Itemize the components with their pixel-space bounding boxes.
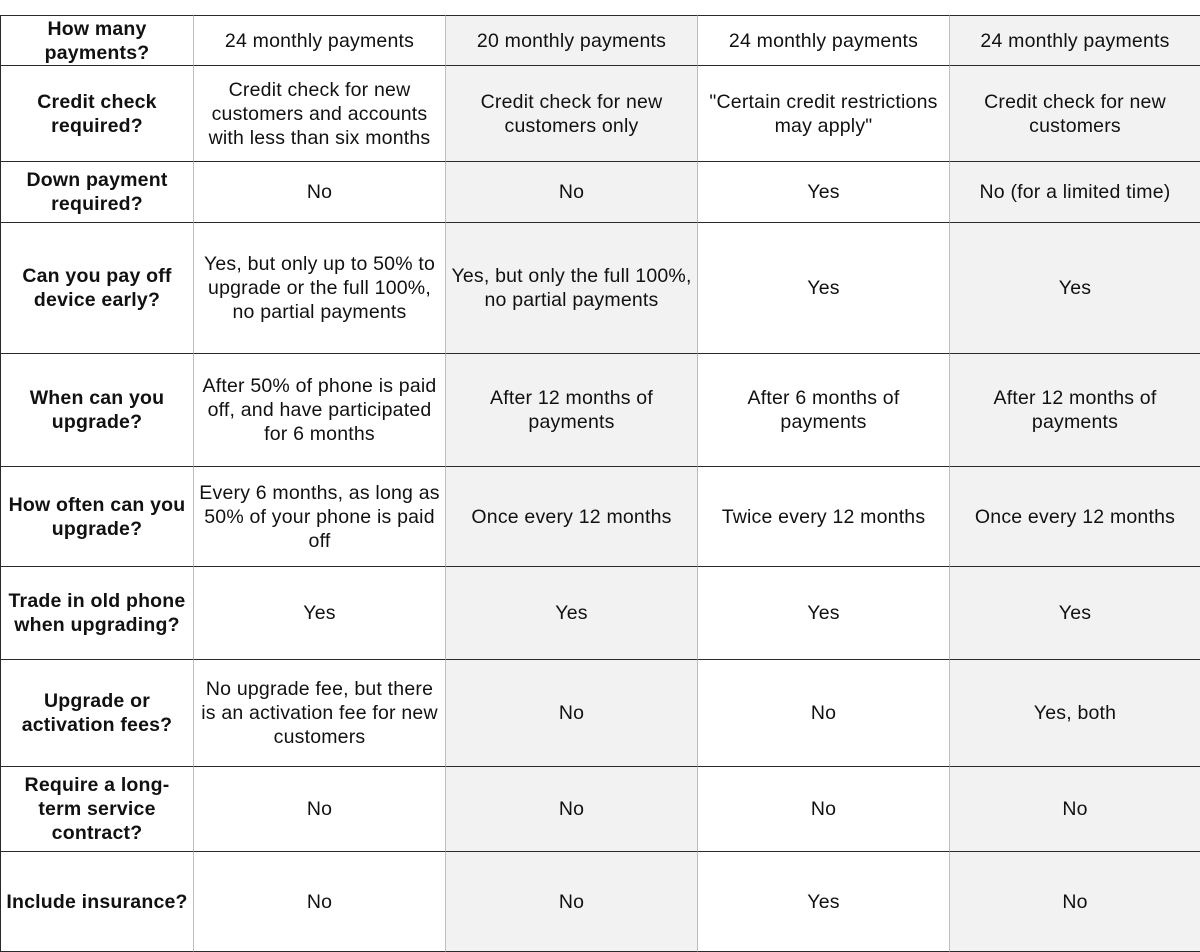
table-cell: No	[446, 660, 698, 767]
table-cell: After 12 months of payments	[446, 354, 698, 467]
row-label: Credit check required?	[0, 66, 194, 162]
table-cell: No	[698, 660, 950, 767]
row-label: Upgrade or activation fees?	[0, 660, 194, 767]
table-cell: Every 6 months, as long as 50% of your phone is paid off	[194, 467, 446, 567]
table-cell: Twice every 12 months	[698, 467, 950, 567]
table-cell: Yes	[194, 567, 446, 660]
table-cell: After 50% of phone is paid off, and have participated for 6 months	[194, 354, 446, 467]
table-cell: After 6 months of payments	[698, 354, 950, 467]
table-cell: Yes, but only up to 50% to upgrade or the full 100%, no partial payments	[194, 223, 446, 354]
table-cell: Yes	[698, 567, 950, 660]
row-label: When can you upgrade?	[0, 354, 194, 467]
table-cell: Yes	[950, 567, 1200, 660]
table-cell: 24 monthly payments	[194, 15, 446, 66]
table-cell: No	[194, 767, 446, 852]
table-cell: No (for a limited time)	[950, 162, 1200, 223]
table-cell: No	[446, 852, 698, 952]
table-cell: "Certain credit restrictions may apply"	[698, 66, 950, 162]
table-cell: Yes	[698, 223, 950, 354]
table-cell: Yes	[446, 567, 698, 660]
table-cell: Yes, but only the full 100%, no partial payments	[446, 223, 698, 354]
row-label: Trade in old phone when upgrading?	[0, 567, 194, 660]
row-label: How many payments?	[0, 15, 194, 66]
table-cell: No	[950, 767, 1200, 852]
row-label: How often can you upgrade?	[0, 467, 194, 567]
table-cell: Once every 12 months	[950, 467, 1200, 567]
table-cell: Credit check for new customers only	[446, 66, 698, 162]
table-cell: 24 monthly payments	[950, 15, 1200, 66]
table-cell: Yes	[950, 223, 1200, 354]
row-label: Can you pay off device early?	[0, 223, 194, 354]
table-cell: No	[698, 767, 950, 852]
table-cell: Yes	[698, 852, 950, 952]
table-cell: No	[446, 162, 698, 223]
table-cell: After 12 months of payments	[950, 354, 1200, 467]
table-cell: Yes	[698, 162, 950, 223]
table-cell: No	[446, 767, 698, 852]
row-label: Require a long-term service contract?	[0, 767, 194, 852]
comparison-table	[0, 15, 1200, 952]
table-cell: 24 monthly payments	[698, 15, 950, 66]
table-cell: Credit check for new customers and accounts with less than six months	[194, 66, 446, 162]
table-cell: No	[194, 162, 446, 223]
table-cell: No	[194, 852, 446, 952]
row-label: Include insurance?	[0, 852, 194, 952]
table-cell: Once every 12 months	[446, 467, 698, 567]
table-cell: Credit check for new customers	[950, 66, 1200, 162]
row-label: Down payment required?	[0, 162, 194, 223]
table-cell: No upgrade fee, but there is an activation fee for new customers	[194, 660, 446, 767]
table-cell: 20 monthly payments	[446, 15, 698, 66]
table-cell: Yes, both	[950, 660, 1200, 767]
table-cell: No	[950, 852, 1200, 952]
